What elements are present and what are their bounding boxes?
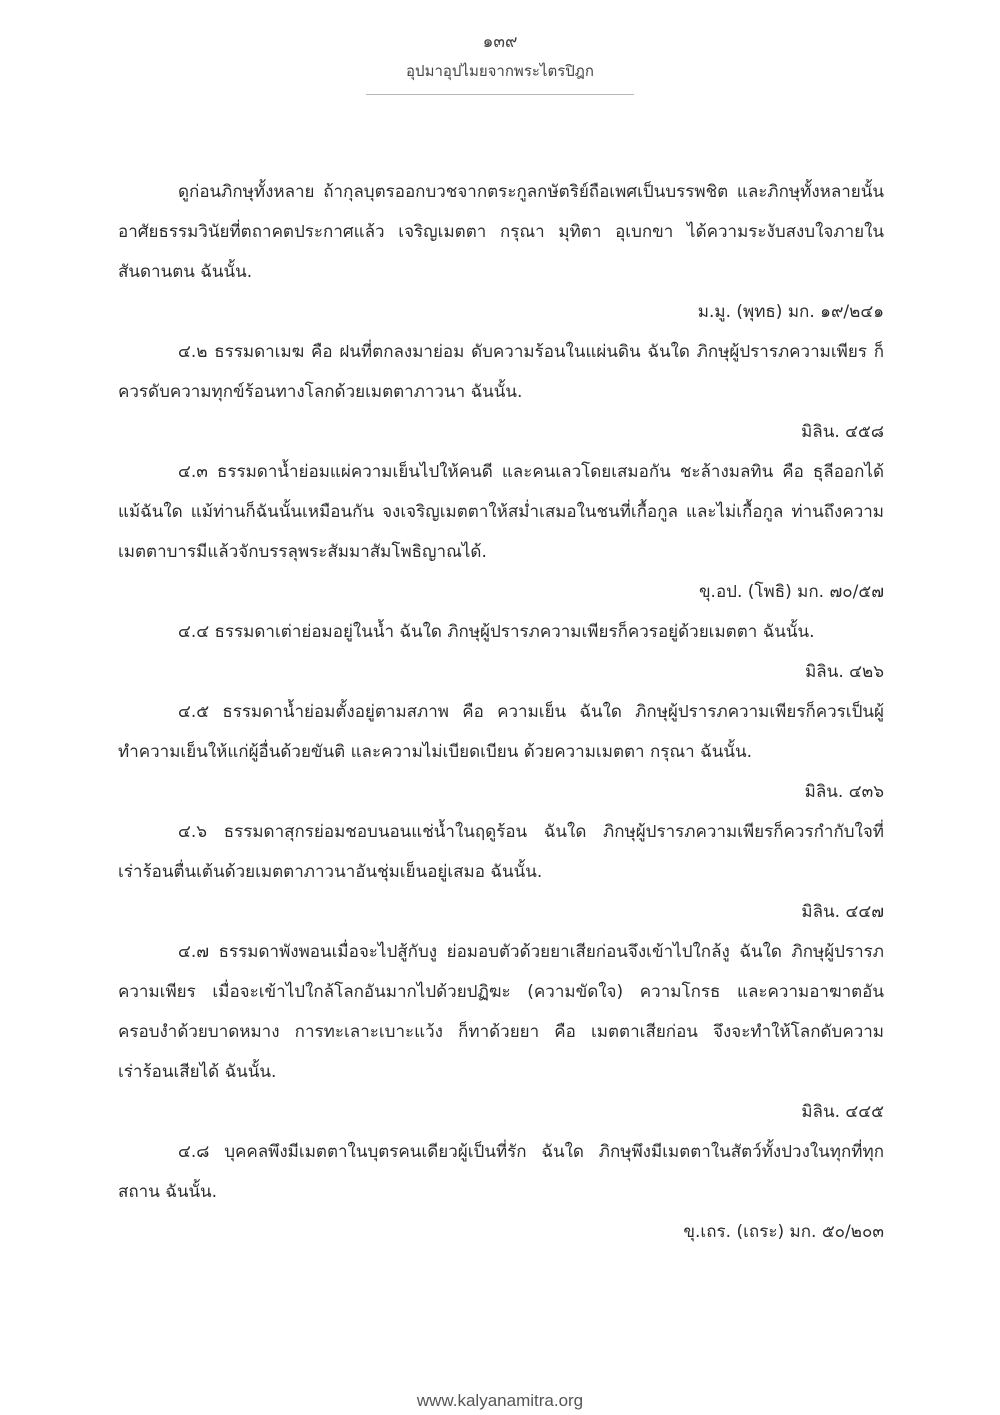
- page-header: [0, 30, 1000, 95]
- header-divider: [366, 94, 634, 95]
- paragraph: ๔.๕ ธรรมดาน้ำย่อมตั้งอยู่ตามสภาพ คือ ความเย็น ฉันใด ภิกษุผู้ปรารภความเพียรก็ควรเป็นผู้ทำความเย็นให้แก่ผู้อื่นด้วยขันติ และความไม่เบียดเบียน ด้วยความเมตตา กรุณา ฉันนั้น.: [118, 702, 884, 762]
- paragraph: ๔.๗ ธรรมดาพังพอนเมื่อจะไปสู้กับงู ย่อมอบตัวด้วยยาเสียก่อนจึงเข้าไปใกล้งู ฉันใด ภิกษุผู้ปรารภความเพียร เมื่อจะเข้าไปใกล้โลกอันมากไปด้วยปฏิฆะ (ความขัดใจ) ความโกรธ และความอาฆาตอันครอบงำด้วยบาดหมาง การทะเลาะเบาะแว้ง ก็ทาด้วยยา คือ เมตตาเสียก่อน จึงจะทำให้โลกดับความเร่าร้อนเสียได้ ฉันนั้น.: [118, 942, 884, 1082]
- paragraph: ๔.๘ บุคคลพึงมีเมตตาในบุตรคนเดียวผู้เป็นที่รัก ฉันใด ภิกษุพึงมีเมตตาในสัตว์ทั้งปวงในทุกที่ทุกสถาน ฉันนั้น.: [118, 1142, 884, 1202]
- reference: ขุ.อป. (โพธิ) มก. ๗๐/๕๗: [698, 582, 884, 602]
- page-body: [118, 172, 884, 1252]
- paragraph: ดูก่อนภิกษุทั้งหลาย ถ้ากุลบุตรออกบวชจากตระกูลกษัตริย์ถือเพศเป็นบรรพชิต และภิกษุทั้งหลายนั้นอาศัยธรรมวินัยที่ตถาคตประกาศแล้ว เจริญเมตตา กรุณา มุทิตา อุเบกขา ได้ความระงับสงบใจภายในสันดานตน ฉันนั้น.: [118, 182, 884, 282]
- paragraph: ๔.๓ ธรรมดาน้ำย่อมแผ่ความเย็นไปให้คนดี และคนเลวโดยเสมอกัน ชะล้างมลทิน คือ ธุลีออกได้ แม้ฉันใด แม้ท่านก็ฉันนั้นเหมือนกัน จงเจริญเมตตาให้สม่ำเสมอในชนที่เกื้อกูล และไม่เกื้อกูล ท่านถึงความเมตตาบารมีแล้วจักบรรลุพระสัมมาสัมโพธิญาณได้.: [118, 462, 884, 562]
- footer-website: www.kalyanamitra.org: [416, 1391, 584, 1410]
- reference: ม.มู. (พุทธ) มก. ๑๙/๒๔๑: [697, 302, 884, 322]
- reference: มิลิน. ๔๔๕: [801, 1102, 884, 1122]
- paragraph: ๔.๔ ธรรมดาเต่าย่อมอยู่ในน้ำ ฉันใด ภิกษุผู้ปรารภความเพียรก็ควรอยู่ด้วยเมตตา ฉันนั้น.: [178, 622, 815, 642]
- reference: ขุ.เถร. (เถระ) มก. ๕๐/๒๐๓: [683, 1222, 884, 1242]
- reference: มิลิน. ๔๒๖: [805, 662, 884, 682]
- paragraph: ๔.๒ ธรรมดาเมฆ คือ ฝนที่ตกลงมาย่อม ดับความร้อนในแผ่นดิน ฉันใด ภิกษุผู้ปรารภความเพียร ก็ควรดับความทุกข์ร้อนทางโลกด้วยเมตตาภาวนา ฉันนั้น.: [118, 342, 884, 402]
- paragraph: ๔.๖ ธรรมดาสุกรย่อมชอบนอนแช่น้ำในฤดูร้อน ฉันใด ภิกษุผู้ปรารภความเพียรก็ควรกำกับใจที่เร่าร้อนตื่นเต้นด้วยเมตตาภาวนาอันชุ่มเย็นอยู่เสมอ ฉันนั้น.: [118, 822, 884, 882]
- reference: มิลิน. ๔๔๗: [801, 902, 884, 922]
- page-number: ๑๓๙: [482, 32, 518, 52]
- reference: มิลิน. ๔๕๘: [801, 422, 884, 442]
- reference: มิลิน. ๔๓๖: [804, 782, 884, 802]
- book-title: อุปมาอุปไมยจากพระไตรปิฎก: [406, 62, 594, 80]
